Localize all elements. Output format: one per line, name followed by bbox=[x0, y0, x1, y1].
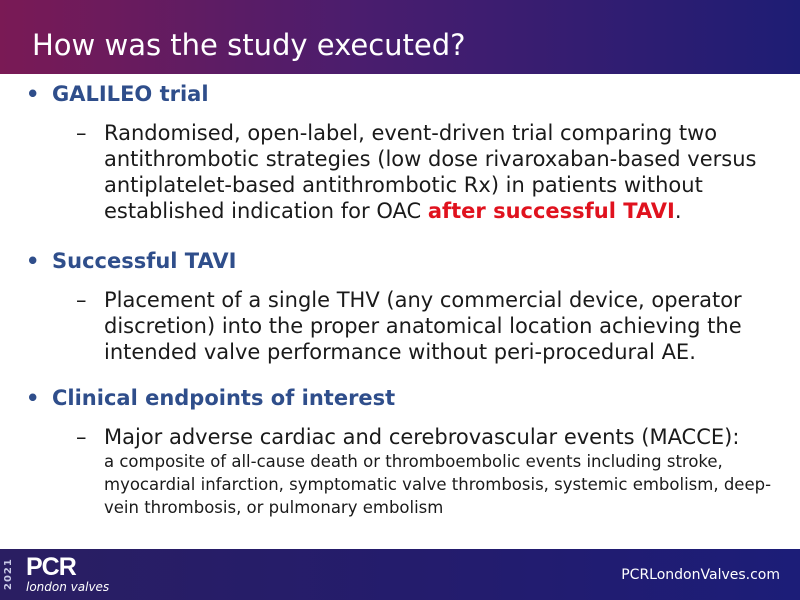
sub-text: Placement of a single THV (any commercial device, operator discretion) into the proper anatomical location achieving the intended valve performance without peri-procedural AE. bbox=[104, 288, 742, 364]
sub-text: Randomised, open-label, event-driven trial comparing two antithrombotic strategies (low dose rivaroxaban-based versus antiplatelet-based antithrombotic Rx) in patients without established indication for OAC bbox=[104, 121, 757, 223]
sub-detail-text: a composite of all-cause death or thromboembolic events including stroke, myocardial infarction, symptomatic valve thrombosis, systemic embolism, deep-vein thrombosis, or pulmonary embolism bbox=[104, 452, 772, 517]
sub-text-end: . bbox=[674, 199, 682, 223]
sub-point-endpoints bbox=[76, 424, 776, 519]
title-bar bbox=[0, 0, 800, 74]
dash-icon: – bbox=[76, 121, 87, 145]
logo-subtitle: london valves bbox=[26, 580, 110, 594]
bullet-heading: GALILEO trial bbox=[52, 82, 209, 106]
bullet-dot-icon: • bbox=[26, 249, 40, 273]
year-label: 2021 bbox=[3, 558, 14, 591]
website-link[interactable]: PCRLondonValves.com bbox=[621, 567, 780, 583]
bullet-galileo-trial bbox=[26, 82, 209, 106]
footer-bar bbox=[0, 549, 800, 600]
sub-text: Major adverse cardiac and cerebrovascular events (MACCE): bbox=[104, 425, 740, 449]
bullet-heading: Clinical endpoints of interest bbox=[52, 386, 396, 410]
bullet-successful-tavi bbox=[26, 249, 236, 273]
bullet-dot-icon: • bbox=[26, 82, 40, 106]
sub-point-galileo bbox=[76, 120, 776, 224]
emphasis-text: after successful TAVI bbox=[427, 199, 675, 223]
slide-title: How was the study executed? bbox=[32, 28, 466, 62]
bullet-heading: Successful TAVI bbox=[52, 249, 237, 273]
dash-icon: – bbox=[76, 288, 87, 312]
bullet-dot-icon: • bbox=[26, 386, 40, 410]
pcr-logo: PCR bbox=[26, 553, 76, 581]
sub-point-tavi bbox=[76, 287, 776, 365]
dash-icon: – bbox=[76, 425, 87, 449]
bullet-clinical-endpoints bbox=[26, 386, 395, 410]
